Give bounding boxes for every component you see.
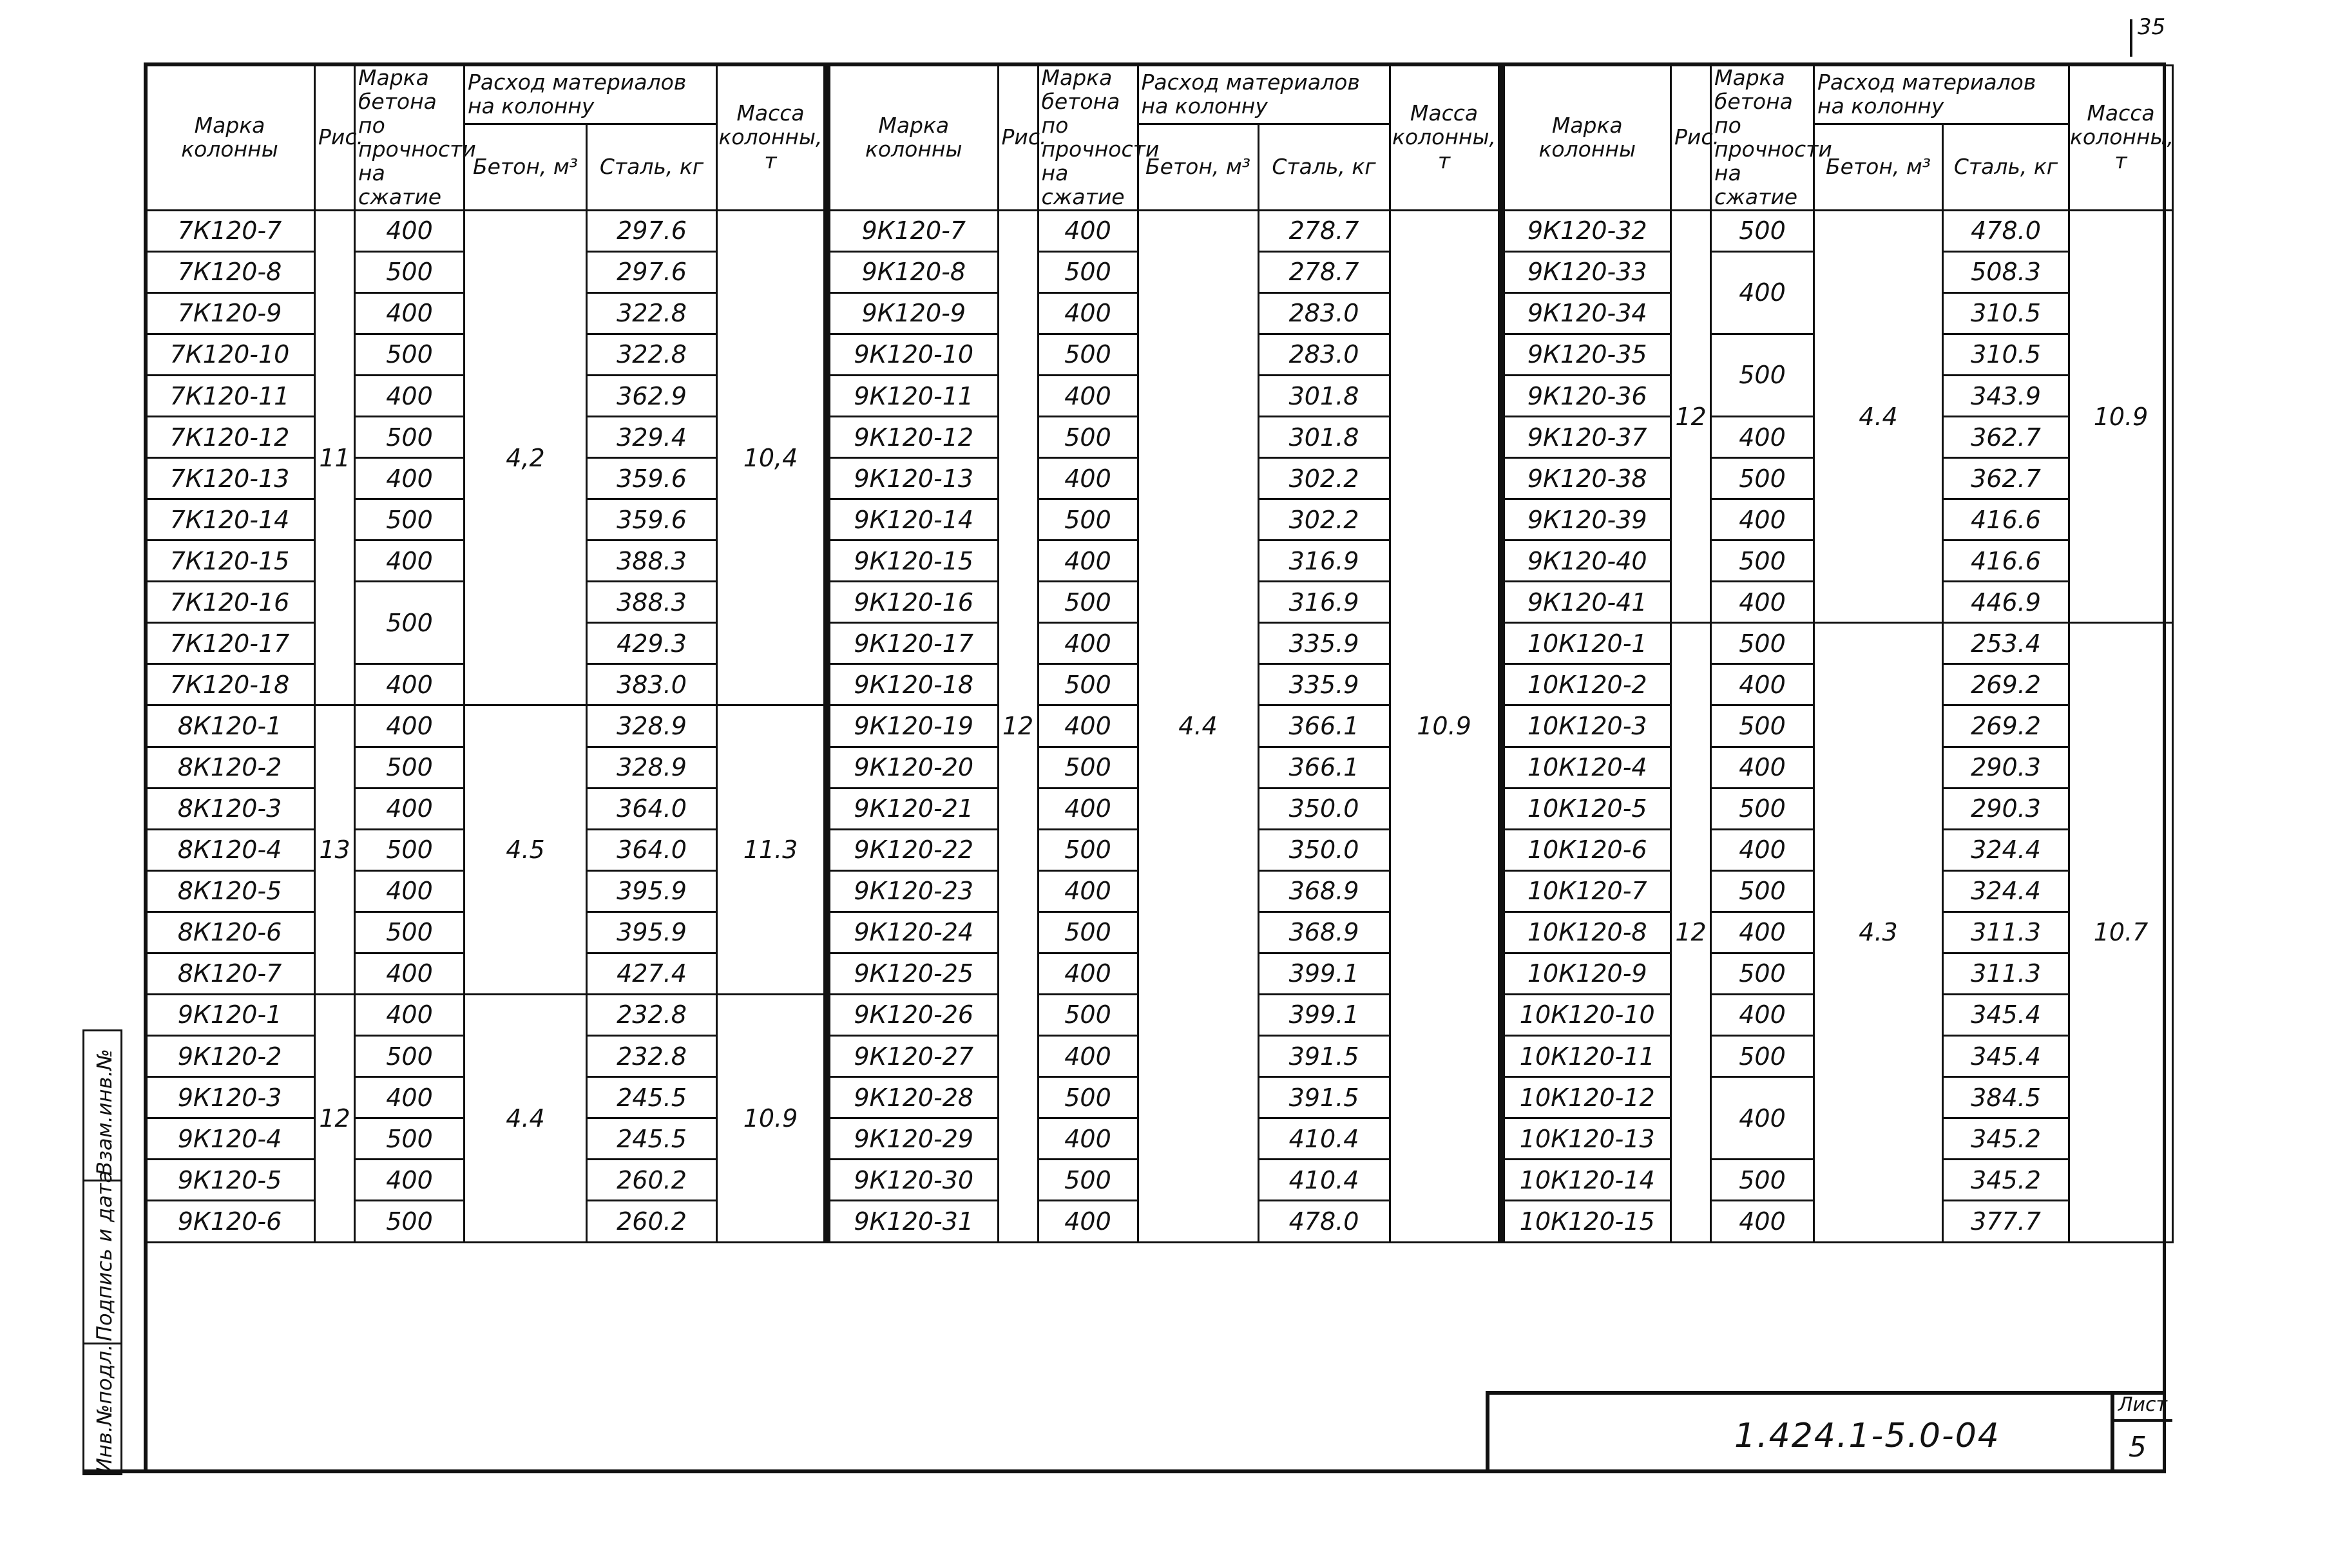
concrete-volume: 4,2 <box>464 210 587 705</box>
steel-mass: 345.4 <box>1943 1035 2069 1076</box>
column-mark: 9К120-11 <box>828 375 998 416</box>
column-mark: 10К120-7 <box>1502 870 1671 912</box>
steel-mass: 388.3 <box>587 540 717 582</box>
column-mark: 10К120-13 <box>1502 1118 1671 1160</box>
steel-mass: 368.9 <box>1258 870 1390 912</box>
concrete-grade: 400 <box>1038 292 1138 334</box>
header-consumption: Расход материалов на колонну <box>1814 66 2069 124</box>
column-mark: 9К120-13 <box>828 458 998 499</box>
column-mark: 7К120-13 <box>145 458 315 499</box>
column-mark: 9К120-40 <box>1502 540 1671 582</box>
column-mark: 7К120-16 <box>145 582 315 623</box>
concrete-grade: 400 <box>1038 953 1138 994</box>
steel-mass: 399.1 <box>1258 994 1390 1035</box>
column-mark: 8К120-6 <box>145 912 315 953</box>
concrete-grade: 400 <box>355 375 464 416</box>
steel-mass: 388.3 <box>587 582 717 623</box>
figure-number: 12 <box>1671 210 1711 623</box>
header-consumption: Расход материалов на колонну <box>464 66 717 124</box>
concrete-grade: 500 <box>1038 1160 1138 1201</box>
steel-mass: 391.5 <box>1258 1077 1390 1118</box>
steel-mass: 364.0 <box>587 788 717 829</box>
column-mark: 9К120-21 <box>828 788 998 829</box>
concrete-grade: 400 <box>1038 623 1138 664</box>
concrete-grade: 400 <box>355 540 464 582</box>
header-steel: Сталь, кг <box>1258 124 1390 210</box>
column-mark: 7К120-18 <box>145 664 315 705</box>
header-mass: Масса колонны, т <box>717 66 825 211</box>
column-mark: 8К120-1 <box>145 705 315 747</box>
concrete-grade: 500 <box>355 829 464 870</box>
concrete-grade: 400 <box>355 788 464 829</box>
steel-mass: 316.9 <box>1258 582 1390 623</box>
column-mark: 7К120-12 <box>145 417 315 458</box>
concrete-grade: 400 <box>1711 994 1814 1035</box>
concrete-grade: 500 <box>355 417 464 458</box>
column-mark: 9К120-28 <box>828 1077 998 1118</box>
steel-mass: 283.0 <box>1258 334 1390 375</box>
column-mark: 9К120-14 <box>828 499 998 540</box>
steel-mass: 245.5 <box>587 1077 717 1118</box>
column-mark: 9К120-19 <box>828 705 998 747</box>
header-steel: Сталь, кг <box>1943 124 2069 210</box>
steel-mass: 359.6 <box>587 499 717 540</box>
steel-mass: 508.3 <box>1943 251 2069 292</box>
steel-mass: 301.8 <box>1258 375 1390 416</box>
figure-number: 13 <box>315 705 355 994</box>
column-mark: 9К120-7 <box>828 210 998 251</box>
steel-mass: 269.2 <box>1943 664 2069 705</box>
steel-mass: 395.9 <box>587 870 717 912</box>
column-mass: 10.9 <box>717 994 825 1242</box>
side-label-sign: Подпись и дата <box>92 1170 117 1341</box>
sheet-box <box>2111 1391 2168 1469</box>
steel-mass: 322.8 <box>587 292 717 334</box>
concrete-grade: 400 <box>1038 375 1138 416</box>
steel-mass: 310.5 <box>1943 292 2069 334</box>
column-mark: 9К120-37 <box>1502 417 1671 458</box>
column-mark: 9К120-34 <box>1502 292 1671 334</box>
concrete-grade: 400 <box>1711 664 1814 705</box>
header-mark: Марка колонны <box>145 66 315 211</box>
side-cell-swap <box>82 1029 122 1181</box>
column-mark: 10К120-5 <box>1502 788 1671 829</box>
column-mark: 9К120-20 <box>828 747 998 788</box>
steel-mass: 269.2 <box>1943 705 2069 747</box>
steel-mass: 311.3 <box>1943 953 2069 994</box>
header-mark: Марка колонны <box>828 66 998 211</box>
column-mark: 9К120-8 <box>828 251 998 292</box>
column-mass: 10,4 <box>717 210 825 705</box>
concrete-grade: 500 <box>355 334 464 375</box>
concrete-grade: 400 <box>1038 458 1138 499</box>
concrete-grade: 400 <box>355 292 464 334</box>
steel-mass: 301.8 <box>1258 417 1390 458</box>
steel-mass: 383.0 <box>587 664 717 705</box>
column-mark: 9К120-32 <box>1502 210 1671 251</box>
header-mass: Масса колонны, т <box>2069 66 2173 211</box>
steel-mass: 328.9 <box>587 747 717 788</box>
steel-mass: 362.7 <box>1943 417 2069 458</box>
sheet-label: Лист <box>2118 1393 2168 1416</box>
steel-mass: 335.9 <box>1258 664 1390 705</box>
side-cell-sign <box>82 1170 122 1344</box>
steel-mass: 350.0 <box>1258 829 1390 870</box>
column-mark: 9К120-15 <box>828 540 998 582</box>
column-mark: 8К120-2 <box>145 747 315 788</box>
side-label-inv: Инв.№подл. <box>92 1344 117 1473</box>
column-mark: 10К120-8 <box>1502 912 1671 953</box>
concrete-grade: 500 <box>355 499 464 540</box>
header-concrete-grade: Марка бетона по прочности на сжатие <box>355 66 464 211</box>
concrete-grade: 500 <box>1038 664 1138 705</box>
concrete-grade: 400 <box>355 664 464 705</box>
header-concrete-grade: Марка бетона по прочности на сжатие <box>1711 66 1814 211</box>
table-row <box>1502 623 2173 664</box>
figure-number: 11 <box>315 210 355 705</box>
steel-mass: 446.9 <box>1943 582 2069 623</box>
header-mass: Масса колонны, т <box>1390 66 1498 211</box>
column-mass: 10.9 <box>2069 210 2173 623</box>
column-mark: 9К120-26 <box>828 994 998 1035</box>
concrete-grade: 400 <box>1711 747 1814 788</box>
steel-mass: 410.4 <box>1258 1118 1390 1160</box>
column-mark: 9К120-27 <box>828 1035 998 1076</box>
steel-mass: 377.7 <box>1943 1201 2069 1242</box>
schedule-table-middle <box>825 64 1500 1243</box>
column-mark: 9К120-36 <box>1502 375 1671 416</box>
column-mark: 9К120-4 <box>145 1118 315 1160</box>
steel-mass: 395.9 <box>587 912 717 953</box>
concrete-grade: 500 <box>1711 623 1814 664</box>
table-row <box>145 210 825 251</box>
column-mark: 10К120-1 <box>1502 623 1671 664</box>
header-concrete: Бетон, м³ <box>1138 124 1258 210</box>
concrete-grade: 400 <box>355 210 464 251</box>
header-steel: Сталь, кг <box>587 124 717 210</box>
steel-mass: 322.8 <box>587 334 717 375</box>
column-mark: 7К120-14 <box>145 499 315 540</box>
schedule-table-left <box>144 64 825 1243</box>
concrete-grade: 400 <box>1711 499 1814 540</box>
steel-mass: 324.4 <box>1943 829 2069 870</box>
concrete-grade: 400 <box>355 994 464 1035</box>
concrete-volume: 4.3 <box>1814 623 1943 1242</box>
steel-mass: 399.1 <box>1258 953 1390 994</box>
column-mark: 9К120-16 <box>828 582 998 623</box>
concrete-volume: 4.5 <box>464 705 587 994</box>
concrete-grade: 500 <box>355 1035 464 1076</box>
steel-mass: 366.1 <box>1258 705 1390 747</box>
column-mark: 9К120-33 <box>1502 251 1671 292</box>
steel-mass: 328.9 <box>587 705 717 747</box>
column-mark: 9К120-30 <box>828 1160 998 1201</box>
column-mark: 10К120-10 <box>1502 994 1671 1035</box>
column-mark: 9К120-1 <box>145 994 315 1035</box>
concrete-grade: 500 <box>1711 210 1814 251</box>
steel-mass: 297.6 <box>587 210 717 251</box>
concrete-grade: 400 <box>355 705 464 747</box>
steel-mass: 391.5 <box>1258 1035 1390 1076</box>
concrete-grade: 500 <box>1038 1077 1138 1118</box>
side-cell-inv <box>82 1343 122 1475</box>
concrete-grade: 500 <box>355 747 464 788</box>
column-mark: 7К120-9 <box>145 292 315 334</box>
steel-mass: 384.5 <box>1943 1077 2069 1118</box>
steel-mass: 297.6 <box>587 251 717 292</box>
concrete-volume: 4.4 <box>1814 210 1943 623</box>
steel-mass: 350.0 <box>1258 788 1390 829</box>
steel-mass: 416.6 <box>1943 540 2069 582</box>
concrete-grade: 500 <box>1711 788 1814 829</box>
column-mark: 9К120-22 <box>828 829 998 870</box>
steel-mass: 290.3 <box>1943 788 2069 829</box>
column-mark: 9К120-41 <box>1502 582 1671 623</box>
steel-mass: 345.4 <box>1943 994 2069 1035</box>
header-consumption: Расход материалов на колонну <box>1138 66 1390 124</box>
column-mark: 10К120-9 <box>1502 953 1671 994</box>
steel-mass: 278.7 <box>1258 251 1390 292</box>
steel-mass: 364.0 <box>587 829 717 870</box>
column-mark: 9К120-24 <box>828 912 998 953</box>
page-number-tick <box>2130 19 2132 57</box>
steel-mass: 278.7 <box>1258 210 1390 251</box>
sheet-number: 5 <box>2129 1431 2147 1464</box>
concrete-grade: 500 <box>1038 582 1138 623</box>
steel-mass: 343.9 <box>1943 375 2069 416</box>
steel-mass: 368.9 <box>1258 912 1390 953</box>
concrete-grade: 500 <box>355 251 464 292</box>
steel-mass: 345.2 <box>1943 1118 2069 1160</box>
concrete-grade: 500 <box>1038 334 1138 375</box>
concrete-grade: 500 <box>1038 417 1138 458</box>
column-mark: 9К120-38 <box>1502 458 1671 499</box>
steel-mass: 232.8 <box>587 994 717 1035</box>
side-label-swap: Взам.инв.№ <box>92 1049 117 1176</box>
steel-mass: 302.2 <box>1258 499 1390 540</box>
concrete-grade: 500 <box>1711 458 1814 499</box>
steel-mass: 302.2 <box>1258 458 1390 499</box>
concrete-grade: 400 <box>1038 870 1138 912</box>
concrete-grade: 500 <box>355 1201 464 1242</box>
steel-mass: 335.9 <box>1258 623 1390 664</box>
header-fig: Рис. <box>315 66 355 211</box>
concrete-grade: 400 <box>1038 705 1138 747</box>
column-mark: 9К120-12 <box>828 417 998 458</box>
column-mass: 10.9 <box>1390 210 1498 1242</box>
column-mass: 11.3 <box>717 705 825 994</box>
concrete-grade: 500 <box>1038 747 1138 788</box>
frame-bottom-line <box>82 1469 2166 1473</box>
column-schedule <box>144 64 2174 1236</box>
document-code: 1.424.1-5.0-04 <box>1734 1417 2000 1455</box>
concrete-grade: 500 <box>1038 994 1138 1035</box>
concrete-grade: 500 <box>355 1118 464 1160</box>
steel-mass: 416.6 <box>1943 499 2069 540</box>
steel-mass: 362.7 <box>1943 458 2069 499</box>
steel-mass: 478.0 <box>1258 1201 1390 1242</box>
column-mark: 10К120-11 <box>1502 1035 1671 1076</box>
column-mark: 9К120-17 <box>828 623 998 664</box>
steel-mass: 253.4 <box>1943 623 2069 664</box>
concrete-grade: 400 <box>1038 540 1138 582</box>
steel-mass: 260.2 <box>587 1201 717 1242</box>
steel-mass: 324.4 <box>1943 870 2069 912</box>
steel-mass: 362.9 <box>587 375 717 416</box>
figure-number: 12 <box>998 210 1038 1242</box>
column-mark: 8К120-5 <box>145 870 315 912</box>
column-mark: 7К120-15 <box>145 540 315 582</box>
steel-mass: 427.4 <box>587 953 717 994</box>
header-fig: Рис. <box>1671 66 1711 211</box>
steel-mass: 311.3 <box>1943 912 2069 953</box>
column-mark: 10К120-4 <box>1502 747 1671 788</box>
steel-mass: 290.3 <box>1943 747 2069 788</box>
column-mark: 9К120-31 <box>828 1201 998 1242</box>
concrete-grade: 400 <box>1711 912 1814 953</box>
column-mark: 7К120-17 <box>145 623 315 664</box>
concrete-grade: 500 <box>1711 540 1814 582</box>
concrete-grade: 500 <box>1711 1160 1814 1201</box>
steel-mass: 316.9 <box>1258 540 1390 582</box>
column-mark: 10К120-2 <box>1502 664 1671 705</box>
steel-mass: 245.5 <box>587 1118 717 1160</box>
concrete-grade: 500 <box>1711 1035 1814 1076</box>
table-row <box>145 705 825 747</box>
concrete-grade: 400 <box>1711 417 1814 458</box>
steel-mass: 329.4 <box>587 417 717 458</box>
column-mass: 10.7 <box>2069 623 2173 1242</box>
concrete-grade: 500 <box>1711 334 1814 416</box>
column-mark: 9К120-5 <box>145 1160 315 1201</box>
concrete-grade: 400 <box>1038 210 1138 251</box>
column-mark: 7К120-8 <box>145 251 315 292</box>
steel-mass: 429.3 <box>587 623 717 664</box>
concrete-grade: 400 <box>1038 1118 1138 1160</box>
column-mark: 9К120-35 <box>1502 334 1671 375</box>
header-concrete-grade: Марка бетона по прочности на сжатие <box>1038 66 1138 211</box>
header-mark: Марка колонны <box>1502 66 1671 211</box>
concrete-grade: 500 <box>355 912 464 953</box>
column-mark: 8К120-4 <box>145 829 315 870</box>
steel-mass: 283.0 <box>1258 292 1390 334</box>
concrete-grade: 500 <box>1711 870 1814 912</box>
column-mark: 10К120-3 <box>1502 705 1671 747</box>
figure-number: 12 <box>1671 623 1711 1242</box>
steel-mass: 478.0 <box>1943 210 2069 251</box>
column-mark: 9К120-6 <box>145 1201 315 1242</box>
column-mark: 9К120-2 <box>145 1035 315 1076</box>
concrete-grade: 500 <box>1038 499 1138 540</box>
column-mark: 9К120-25 <box>828 953 998 994</box>
concrete-grade: 400 <box>355 1077 464 1118</box>
concrete-grade: 400 <box>355 458 464 499</box>
column-mark: 9К120-10 <box>828 334 998 375</box>
column-mark: 9К120-39 <box>1502 499 1671 540</box>
steel-mass: 232.8 <box>587 1035 717 1076</box>
concrete-grade: 400 <box>355 953 464 994</box>
concrete-grade: 500 <box>1711 953 1814 994</box>
concrete-grade: 400 <box>1711 582 1814 623</box>
sheet-separator <box>2114 1419 2172 1422</box>
concrete-grade: 400 <box>355 870 464 912</box>
steel-mass: 366.1 <box>1258 747 1390 788</box>
column-mark: 8К120-7 <box>145 953 315 994</box>
title-block-stamp <box>1486 1391 2168 1469</box>
concrete-grade: 400 <box>1711 1201 1814 1242</box>
column-mark: 9К120-23 <box>828 870 998 912</box>
schedule-table-right <box>1500 64 2174 1243</box>
concrete-grade: 400 <box>355 1160 464 1201</box>
column-mark: 8К120-3 <box>145 788 315 829</box>
steel-mass: 310.5 <box>1943 334 2069 375</box>
concrete-grade: 500 <box>1038 829 1138 870</box>
column-mark: 10К120-12 <box>1502 1077 1671 1118</box>
header-concrete: Бетон, м³ <box>1814 124 1943 210</box>
column-mark: 9К120-3 <box>145 1077 315 1118</box>
concrete-volume: 4.4 <box>1138 210 1258 1242</box>
column-mark: 9К120-29 <box>828 1118 998 1160</box>
steel-mass: 359.6 <box>587 458 717 499</box>
side-title-strip <box>82 1029 149 1475</box>
column-mark: 7К120-11 <box>145 375 315 416</box>
column-mark: 10К120-6 <box>1502 829 1671 870</box>
concrete-grade: 400 <box>1711 829 1814 870</box>
column-mark: 7К120-7 <box>145 210 315 251</box>
column-mark: 10К120-14 <box>1502 1160 1671 1201</box>
concrete-grade: 500 <box>1711 705 1814 747</box>
steel-mass: 345.2 <box>1943 1160 2069 1201</box>
table-row <box>828 210 1498 251</box>
table-row <box>145 994 825 1035</box>
steel-mass: 410.4 <box>1258 1160 1390 1201</box>
steel-mass: 260.2 <box>587 1160 717 1201</box>
concrete-volume: 4.4 <box>464 994 587 1242</box>
header-concrete: Бетон, м³ <box>464 124 587 210</box>
concrete-grade: 500 <box>1038 251 1138 292</box>
concrete-grade: 400 <box>1711 1077 1814 1160</box>
header-fig: Рис. <box>998 66 1038 211</box>
concrete-grade: 400 <box>1038 1035 1138 1076</box>
column-mark: 9К120-18 <box>828 664 998 705</box>
column-mark: 10К120-15 <box>1502 1201 1671 1242</box>
page-number: 35 <box>2138 14 2166 40</box>
figure-number: 12 <box>315 994 355 1242</box>
column-mark: 7К120-10 <box>145 334 315 375</box>
table-row <box>1502 210 2173 251</box>
concrete-grade: 400 <box>1038 1201 1138 1242</box>
concrete-grade: 400 <box>1711 251 1814 334</box>
concrete-grade: 500 <box>1038 912 1138 953</box>
concrete-grade: 500 <box>355 582 464 664</box>
concrete-grade: 400 <box>1038 788 1138 829</box>
column-mark: 9К120-9 <box>828 292 998 334</box>
